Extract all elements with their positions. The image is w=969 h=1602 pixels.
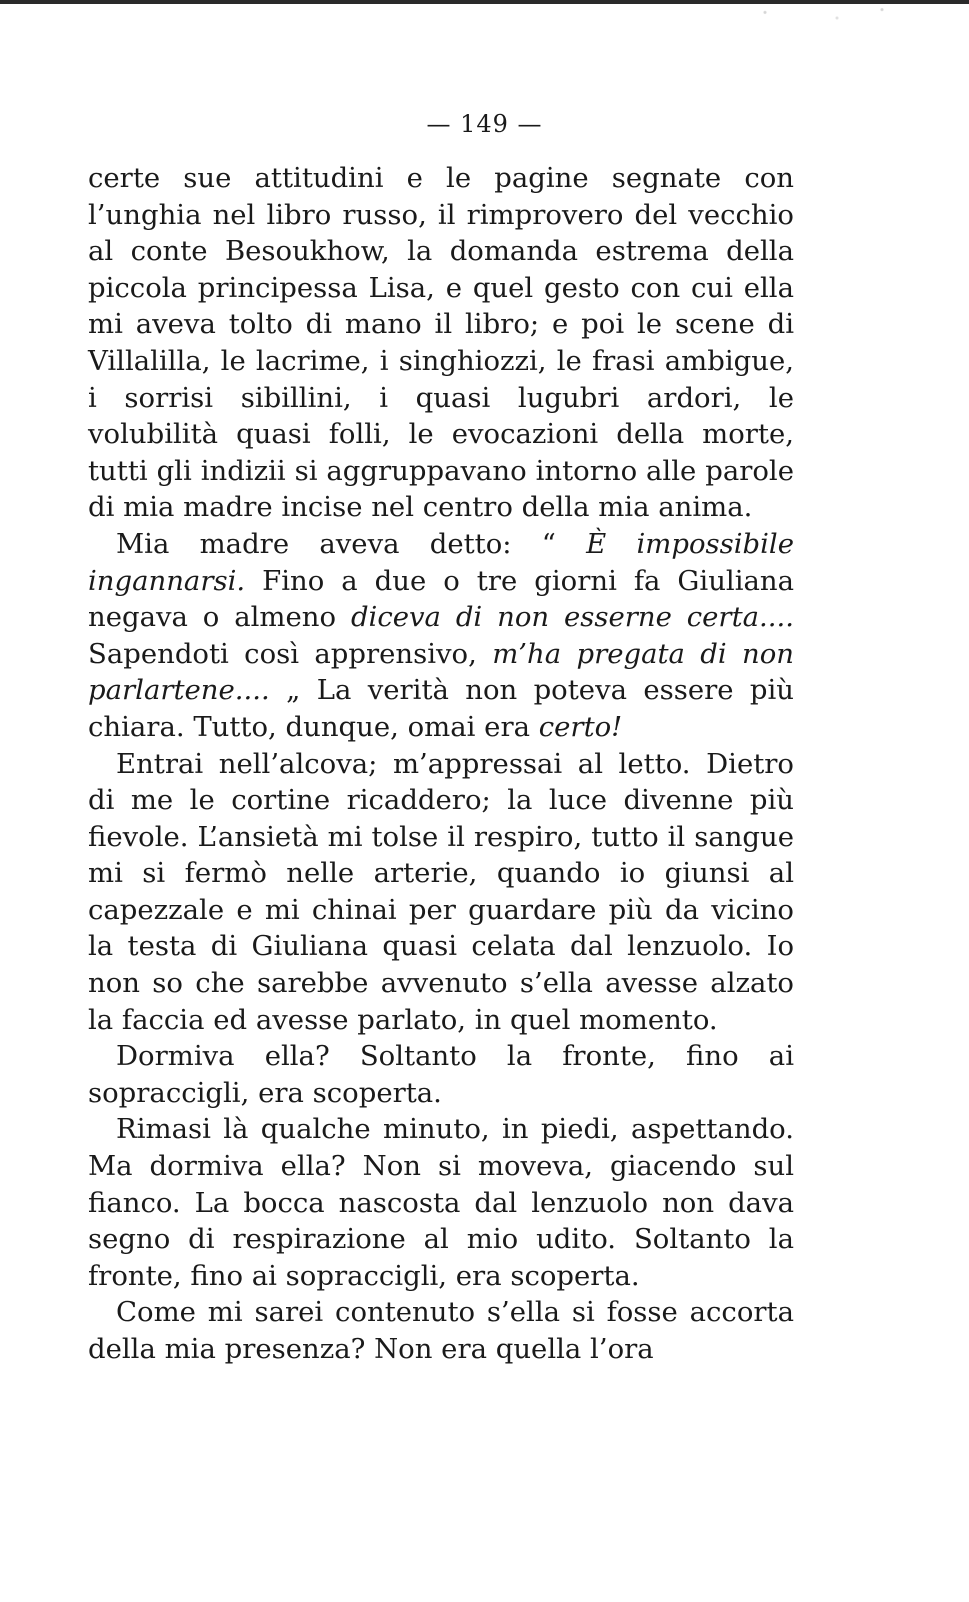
page-number: — 149 — [426,110,543,138]
paragraph [88,1294,794,1367]
text-segment: Rimasi là qualche minuto, in piedi, aspettando. Ma dormiva ella? Non si moveva, giacendo sul fianco. La bocca nascosta dal lenzuolo non dava segno di respirazione al mio udito. Soltanto la fronte, fino ai sopraccigli, era scoperta. [88,1113,794,1292]
text-segment: Come mi sarei contenuto s’ella si fosse accorta della mia presenza? Non era quella l’ora [88,1296,794,1365]
text-segment: Fino a due o tre giorni fa Giuliana negava o almeno [88,564,794,634]
paragraph [88,1111,794,1294]
text-segment: Entrai nell’alcova; m’appressai al letto. Dietro di me le cortine ricaddero; la luce divenne più fievole. L’ansietà mi tolse il respiro, tutto il sangue mi si fermò nelle arterie, quando io giunsi al capezzale e mi chinai per guardare più da vicino la testa di Giuliana quasi celata dal lenzuolo. Io non so che sarebbe avvenuto s’ella avesse alzato la faccia ed avesse parlato, in quel momento. [88,747,794,1036]
paragraph [88,526,794,746]
paragraph [88,160,794,526]
scan-artifact [729,4,909,32]
body-text [88,160,794,1368]
italic-segment: certo! [538,710,623,743]
text-segment: Dormiva ella? Soltanto la fronte, fino ai sopraccigli, era scoperta. [88,1040,794,1109]
text-segment: „ La verità non poteva essere più chiara. Tutto, dunque, omai era [88,674,794,743]
italic-segment: È impossibile ingannarsi. [88,527,794,597]
italic-segment: m’ha pregata di non parlartene.... [88,637,794,707]
text-segment: Sapendoti così apprensivo, [88,637,493,670]
paragraph [88,746,794,1039]
text-segment: Mia madre aveva detto: “ [116,527,587,560]
paragraph [88,1038,794,1111]
italic-segment: diceva di non esserne certa.... [350,601,794,634]
text-segment: certe sue attitudini e le pagine segnate con l’unghia nel libro russo, il rimprovero del vecchio al conte Besoukhow, la domanda estrema della piccola principessa Lisa, e quel gesto con cui ella mi aveva tolto di mano il libro; e poi le scene di Villalilla, le lacrime, i singhiozzi, le frasi ambigue, i sorrisi sibillini, i quasi lugubri ardori, le volubilità quasi folli, le evocazioni della morte, tutti gli indizii si aggruppavano intorno alle parole di mia madre incise nel centro della mia anima. [88,162,794,524]
